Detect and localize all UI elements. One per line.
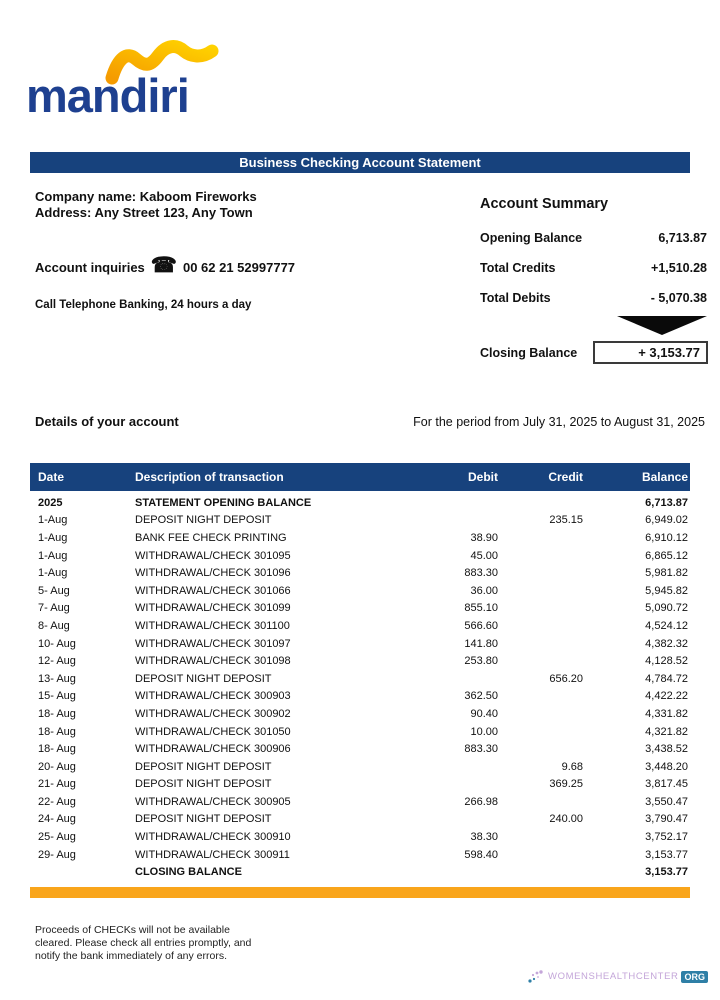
cell-debit: 883.30 <box>464 743 498 756</box>
mandiri-logo <box>26 36 231 124</box>
table-row <box>30 793 690 811</box>
cell-balance: 3,153.77 <box>645 866 688 879</box>
cell-description: DEPOSIT NIGHT DEPOSIT <box>135 778 272 791</box>
cell-balance: 4,128.52 <box>645 655 688 668</box>
cell-date: 18- Aug <box>38 743 76 756</box>
account-inquiries-phone: 00 62 21 52997777 <box>182 259 296 275</box>
transaction-table-header <box>30 463 690 491</box>
summary-row-opening-balance <box>480 231 707 245</box>
cell-date: 2025 <box>38 496 63 509</box>
cell-debit: 36.00 <box>470 584 498 597</box>
company-name-line: Company name: Kaboom Fireworks <box>35 189 257 204</box>
cell-debit: 266.98 <box>464 795 498 808</box>
cell-date: 1-Aug <box>38 549 68 562</box>
footer-note-line: Proceeds of CHECKs will not be available <box>35 924 230 936</box>
cell-credit: 656.20 <box>549 672 583 685</box>
table-row <box>30 688 690 706</box>
cell-date: 8- Aug <box>38 619 70 632</box>
header-credit: Credit <box>548 470 583 484</box>
cell-debit: 90.40 <box>470 707 498 720</box>
cell-balance: 4,524.12 <box>645 619 688 632</box>
cell-debit: 38.30 <box>470 831 498 844</box>
cell-date: 10- Aug <box>38 637 76 650</box>
cell-balance: 3,153.77 <box>645 848 688 861</box>
closing-balance-value: + 3,153.77 <box>638 345 700 360</box>
summary-row-total-credits <box>480 261 707 275</box>
cell-debit: 855.10 <box>464 602 498 615</box>
cell-description: WITHDRAWAL/CHECK 300910 <box>135 831 291 844</box>
summary-row-total-debits <box>480 291 707 305</box>
table-row <box>30 547 690 565</box>
header-balance: Balance <box>641 470 688 484</box>
summary-value: 6,713.87 <box>658 231 707 245</box>
cell-debit: 141.80 <box>464 637 498 650</box>
cell-balance: 5,981.82 <box>645 567 688 580</box>
cell-balance: 4,331.82 <box>645 707 688 720</box>
cell-debit: 362.50 <box>464 690 498 703</box>
cell-description: WITHDRAWAL/CHECK 301099 <box>135 602 291 615</box>
company-address-line: Address: Any Street 123, Any Town <box>35 205 253 220</box>
transaction-table-body <box>30 494 690 881</box>
cell-balance: 5,090.72 <box>645 602 688 615</box>
cell-description: WITHDRAWAL/CHECK 301096 <box>135 567 291 580</box>
table-row <box>30 512 690 530</box>
cell-date: 12- Aug <box>38 655 76 668</box>
cell-date: 1-Aug <box>38 514 68 527</box>
down-arrow-icon <box>617 316 707 335</box>
watermark <box>527 969 708 984</box>
header-description: Description of transaction <box>135 470 284 484</box>
cell-balance: 6,713.87 <box>645 496 688 509</box>
cell-balance: 3,550.47 <box>645 795 688 808</box>
watermark-org-badge: ORG <box>681 971 708 983</box>
footer-note-line: cleared. Please check all entries promptly, and <box>35 937 252 949</box>
cell-date: 13- Aug <box>38 672 76 685</box>
cell-description: WITHDRAWAL/CHECK 300902 <box>135 707 291 720</box>
cell-description: WITHDRAWAL/CHECK 300906 <box>135 743 291 756</box>
summary-label: Opening Balance <box>480 231 583 245</box>
header-date: Date <box>38 470 65 484</box>
table-row <box>30 776 690 794</box>
cell-balance: 3,790.47 <box>645 813 688 826</box>
cell-balance: 6,949.02 <box>645 514 688 527</box>
summary-value: +1,510.28 <box>651 261 707 275</box>
table-row <box>30 494 690 512</box>
cell-description: BANK FEE CHECK PRINTING <box>135 531 287 544</box>
footer-note <box>35 924 251 963</box>
table-row <box>30 846 690 864</box>
accent-divider-bar <box>30 887 690 898</box>
table-row <box>30 828 690 846</box>
cell-description: DEPOSIT NIGHT DEPOSIT <box>135 514 272 527</box>
cell-description: DEPOSIT NIGHT DEPOSIT <box>135 672 272 685</box>
cell-debit: 253.80 <box>464 655 498 668</box>
summary-label: Total Credits <box>480 261 556 275</box>
cell-debit: 38.90 <box>470 531 498 544</box>
closing-balance-label: Closing Balance <box>480 346 578 360</box>
cell-credit: 235.15 <box>549 514 583 527</box>
cell-description: WITHDRAWAL/CHECK 301066 <box>135 584 291 597</box>
statement-title-bar <box>30 152 690 173</box>
cell-date: 21- Aug <box>38 778 76 791</box>
footer-note-line: notify the bank immediately of any errors. <box>35 950 228 962</box>
account-summary-heading: Account Summary <box>480 196 609 212</box>
cell-description: WITHDRAWAL/CHECK 300911 <box>135 848 290 861</box>
watermark-text: WOMENSHEALTHCENTER <box>548 971 679 982</box>
cell-description: WITHDRAWAL/CHECK 301050 <box>135 725 291 738</box>
account-inquiries-line <box>35 254 296 277</box>
table-row <box>30 564 690 582</box>
phone-icon: ☎ <box>150 254 177 277</box>
cell-date: 15- Aug <box>38 690 76 703</box>
cell-date: 5- Aug <box>38 584 70 597</box>
cell-balance: 4,422.22 <box>645 690 688 703</box>
table-row <box>30 600 690 618</box>
summary-label: Total Debits <box>480 291 551 305</box>
cell-debit: 566.60 <box>464 619 498 632</box>
cell-description: DEPOSIT NIGHT DEPOSIT <box>135 813 272 826</box>
table-row <box>30 863 690 881</box>
table-row <box>30 670 690 688</box>
table-row <box>30 652 690 670</box>
cell-date: 18- Aug <box>38 725 76 738</box>
cell-balance: 4,321.82 <box>645 725 688 738</box>
cell-debit: 598.40 <box>464 848 498 861</box>
table-row <box>30 811 690 829</box>
closing-balance-box <box>593 341 708 364</box>
table-row <box>30 723 690 741</box>
table-row <box>30 529 690 547</box>
cell-balance: 5,945.82 <box>645 584 688 597</box>
cell-date: 25- Aug <box>38 831 76 844</box>
table-row <box>30 740 690 758</box>
table-row <box>30 758 690 776</box>
account-inquiries-label: Account inquiries <box>35 259 145 275</box>
cell-date: 22- Aug <box>38 795 76 808</box>
cell-description: WITHDRAWAL/CHECK 300905 <box>135 795 291 808</box>
cell-description: WITHDRAWAL/CHECK 301098 <box>135 655 291 668</box>
cell-balance: 3,817.45 <box>645 778 688 791</box>
telephone-banking-line: Call Telephone Banking, 24 hours a day <box>35 299 252 311</box>
cell-description: WITHDRAWAL/CHECK 301097 <box>135 637 291 650</box>
cell-balance: 3,752.17 <box>645 831 688 844</box>
table-row <box>30 582 690 600</box>
cell-balance: 4,784.72 <box>645 672 688 685</box>
cell-date: 29- Aug <box>38 848 76 861</box>
statement-title: Business Checking Account Statement <box>239 155 481 170</box>
cell-description: CLOSING BALANCE <box>135 866 242 879</box>
cell-description: WITHDRAWAL/CHECK 301100 <box>135 619 290 632</box>
cell-date: 18- Aug <box>38 707 76 720</box>
cell-debit: 10.00 <box>470 725 498 738</box>
cell-balance: 4,382.32 <box>645 637 688 650</box>
womenshealthcenter-logo-icon <box>527 969 545 984</box>
cell-debit: 883.30 <box>464 567 498 580</box>
cell-credit: 9.68 <box>561 760 583 773</box>
table-row <box>30 705 690 723</box>
table-row <box>30 635 690 653</box>
cell-date: 7- Aug <box>38 602 70 615</box>
cell-credit: 240.00 <box>549 813 583 826</box>
cell-date: 1-Aug <box>38 567 68 580</box>
cell-balance: 6,865.12 <box>645 549 688 562</box>
summary-value: - 5,070.38 <box>650 291 707 305</box>
statement-period: For the period from July 31, 2025 to August 31, 2025 <box>413 415 705 429</box>
header-debit: Debit <box>468 470 498 484</box>
cell-description: WITHDRAWAL/CHECK 300903 <box>135 690 291 703</box>
cell-balance: 3,438.52 <box>645 743 688 756</box>
details-heading: Details of your account <box>35 414 179 429</box>
cell-description: DEPOSIT NIGHT DEPOSIT <box>135 760 272 773</box>
table-row <box>30 617 690 635</box>
cell-description: STATEMENT OPENING BALANCE <box>135 496 312 509</box>
cell-description: WITHDRAWAL/CHECK 301095 <box>135 549 291 562</box>
cell-date: 20- Aug <box>38 760 76 773</box>
cell-date: 1-Aug <box>38 531 68 544</box>
cell-credit: 369.25 <box>549 778 583 791</box>
logo-wordmark: mandiri <box>26 69 189 122</box>
cell-debit: 45.00 <box>470 549 498 562</box>
cell-balance: 6,910.12 <box>645 531 688 544</box>
cell-date: 24- Aug <box>38 813 76 826</box>
cell-balance: 3,448.20 <box>645 760 688 773</box>
